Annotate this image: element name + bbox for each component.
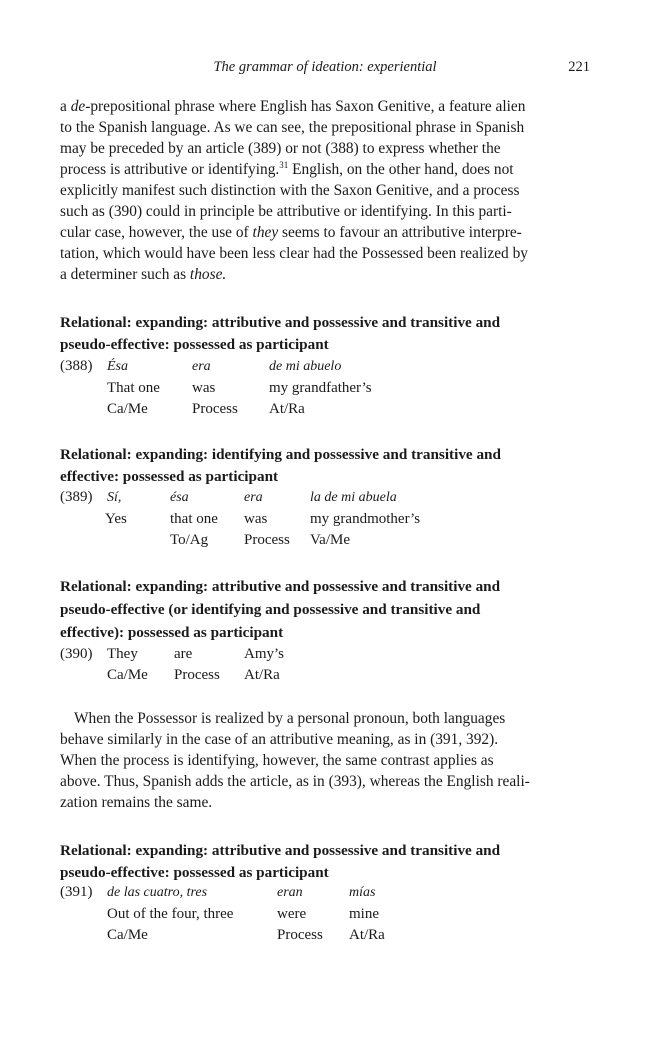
english-gloss: are <box>174 646 193 662</box>
text-line: explicitly manifest such distinction with the Saxon Genitive, and a process <box>60 182 520 199</box>
text-line: a de-prepositional phrase where English has Saxon Genitive, a feature alien <box>60 98 526 115</box>
english-gloss: that one <box>170 511 218 527</box>
example-391 <box>60 884 600 950</box>
english-gloss: They <box>107 646 138 662</box>
spanish-gloss: de mi abuelo <box>269 359 342 374</box>
page-number: 221 <box>568 59 590 75</box>
function-label: At/Ra <box>269 401 305 417</box>
text-line: process is attributive or identifying.$^{31}$ English, on the other hand, does not <box>60 159 514 178</box>
function-label: Ca/Me <box>107 667 148 683</box>
example-heading: pseudo-effective (or identifying and possessive and transitive and <box>60 601 481 618</box>
text-line: to the Spanish language. As we can see, the prepositional phrase in Spanish <box>60 119 525 136</box>
english-gloss: was <box>192 380 216 396</box>
spanish-gloss: era <box>244 490 263 505</box>
footnote-ref: 31 <box>279 159 289 170</box>
example-heading: effective: possessed as participant <box>60 468 279 485</box>
english-gloss: That one <box>107 380 160 396</box>
spanish-gloss: mías <box>349 885 376 900</box>
example-number: (388) <box>60 358 93 374</box>
spanish-gloss: eran <box>277 885 303 900</box>
text-line: a determiner such as those. <box>60 266 227 283</box>
example-heading: pseudo-effective: possessed as participant <box>60 864 329 881</box>
english-gloss: was <box>244 511 268 527</box>
example-heading: Relational: expanding: attributive and possessive and transitive and <box>60 842 501 859</box>
function-label: To/Ag <box>170 532 209 548</box>
spanish-gloss: la de mi abuela <box>310 490 397 505</box>
spanish-gloss: de las cuatro, tres <box>107 885 208 900</box>
spanish-gloss: era <box>192 359 211 374</box>
text-line: above. Thus, Spanish adds the article, as in (393), whereas the English reali- <box>60 773 530 790</box>
example-heading: Relational: expanding: attributive and possessive and transitive and <box>60 578 501 595</box>
function-label: Process <box>192 401 238 417</box>
english-gloss: Yes <box>105 511 127 527</box>
page-header <box>60 59 590 79</box>
english-gloss: my grandmother’s <box>310 511 421 527</box>
text-line: such as (390) could in principle be attributive or identifying. In this parti- <box>60 203 512 220</box>
text-line: may be preceded by an article (389) or not (388) to express whether the <box>60 140 501 157</box>
spanish-gloss: Ésa <box>107 359 128 374</box>
function-label: Process <box>244 532 290 548</box>
example-390 <box>60 646 600 690</box>
function-label: Va/Me <box>310 532 350 548</box>
example-388 <box>60 358 600 424</box>
example-number: (390) <box>60 646 93 662</box>
function-label: Process <box>277 927 323 943</box>
function-label: At/Ra <box>349 927 385 943</box>
running-head: The grammar of ideation: experiential <box>213 59 437 75</box>
example-heading: Relational: expanding: identifying and possessive and transitive and <box>60 446 501 463</box>
spanish-gloss: Sí, <box>107 490 122 505</box>
text-line: When the process is identifying, however, the same contrast applies as <box>60 752 494 769</box>
english-gloss: Out of the four, three <box>107 906 234 922</box>
example-389 <box>60 489 600 555</box>
text-line: When the Possessor is realized by a personal pronoun, both languages <box>74 710 506 727</box>
english-gloss: were <box>277 906 307 922</box>
function-label: Ca/Me <box>107 401 148 417</box>
example-number: (389) <box>60 489 93 505</box>
example-heading: pseudo-effective: possessed as participant <box>60 336 329 353</box>
function-label: Ca/Me <box>107 927 148 943</box>
english-gloss: mine <box>349 906 379 922</box>
function-label: Process <box>174 667 220 683</box>
text-line: cular case, however, the use of they seems to favour an attributive interpre- <box>60 224 522 241</box>
example-number: (391) <box>60 884 93 900</box>
example-heading: effective): possessed as participant <box>60 624 284 641</box>
english-gloss: Amy’s <box>244 646 285 662</box>
spanish-gloss: ésa <box>170 490 189 505</box>
text-line: zation remains the same. <box>60 794 213 811</box>
example-heading: Relational: expanding: attributive and possessive and transitive and <box>60 314 501 331</box>
english-gloss: my grandfather’s <box>269 380 372 396</box>
function-label: At/Ra <box>244 667 280 683</box>
text-line: tation, which would have been less clear had the Possessed been realized by <box>60 245 528 262</box>
text-line: behave similarly in the case of an attributive meaning, as in (391, 392). <box>60 731 499 748</box>
